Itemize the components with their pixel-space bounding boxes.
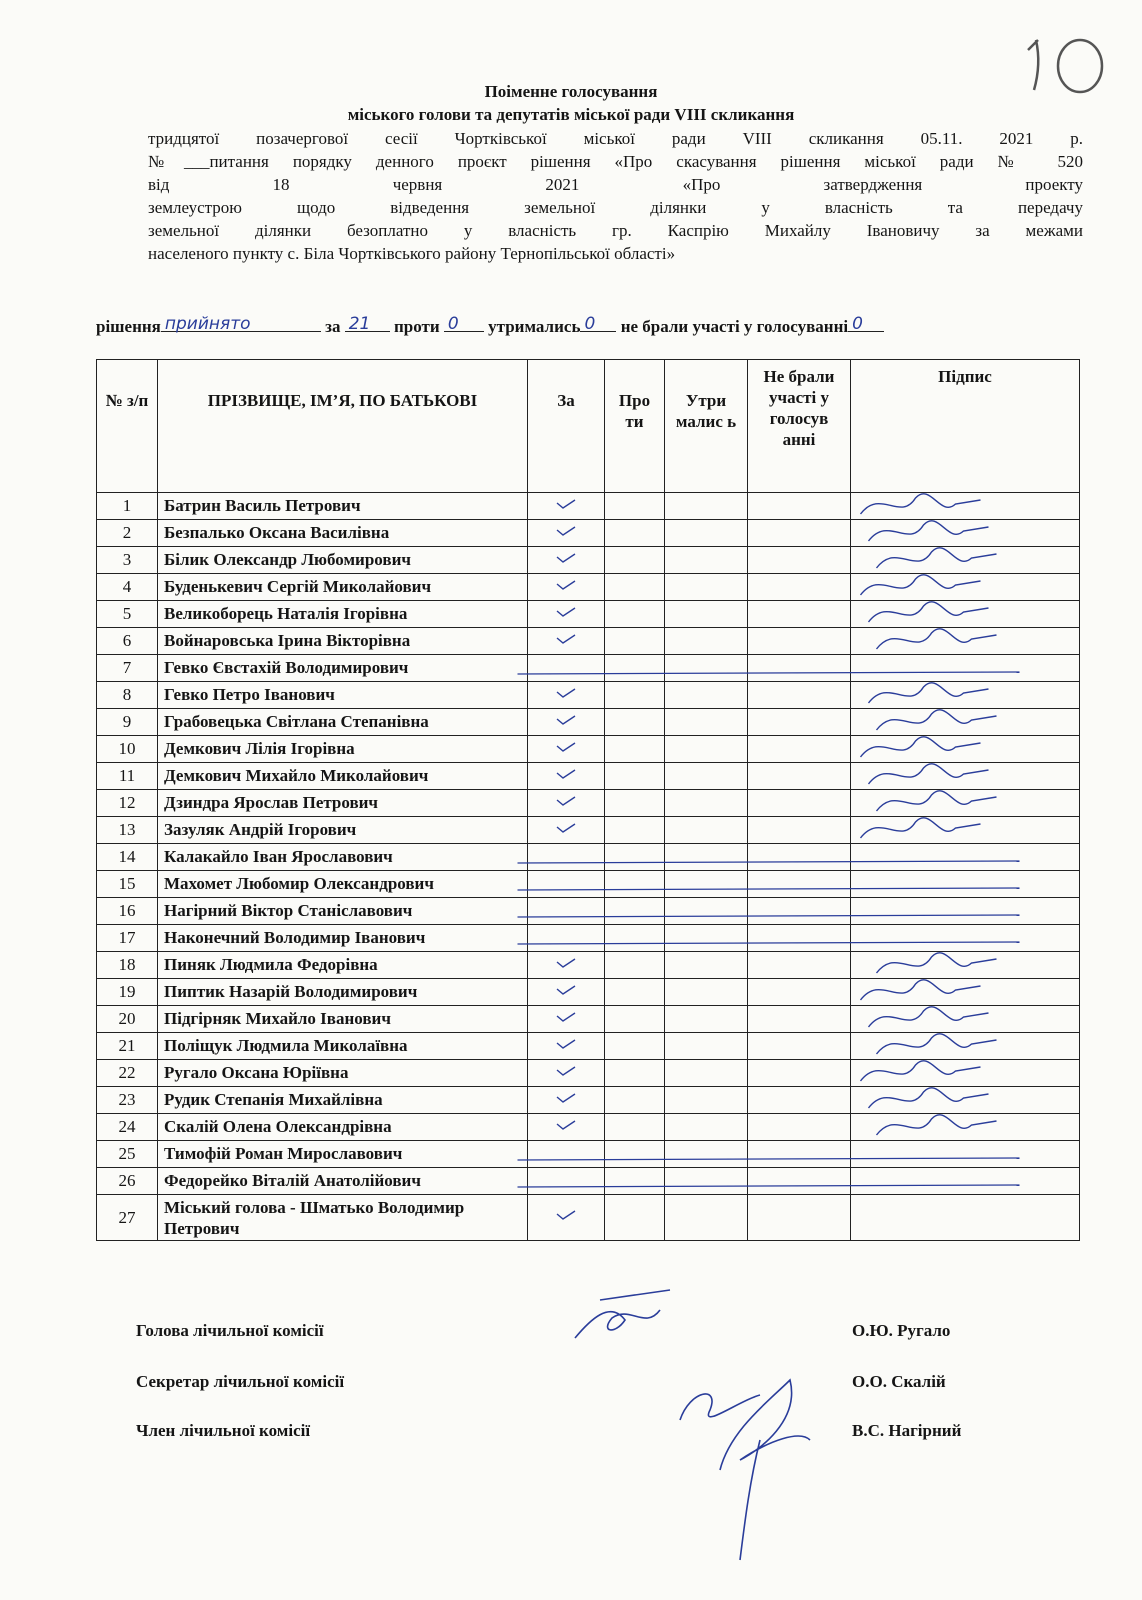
row-number: 22 (97, 1060, 158, 1087)
vote-against-cell (605, 547, 665, 574)
checkmark-icon (555, 1208, 577, 1222)
table-row (97, 1033, 1080, 1060)
table-row (97, 763, 1080, 790)
signature-cell (851, 844, 1080, 871)
signature-cell (851, 628, 1080, 655)
vote-against-cell (605, 1141, 665, 1168)
intro-line: землеустрою щодо відведення земельної ділянки у власність та передачу (148, 198, 1083, 217)
intro-line: тридцятої позачергової сесії Чортківської міської ради VIII скликання 05.11. 2021 р. (148, 129, 1083, 148)
deputy-name: Міський голова - Шматько Володимир Петрович (158, 1195, 528, 1241)
footer-role: Член лічильної комісії (136, 1421, 311, 1440)
vote-for-cell (528, 1114, 605, 1141)
vote-against-cell (605, 1006, 665, 1033)
header-name: ПРІЗВИЩЕ, ІМ’Я, ПО БАТЬКОВІ (158, 360, 528, 493)
header-signature: Підпис (851, 360, 1080, 493)
vote-abstained-cell (665, 817, 748, 844)
row-number: 25 (97, 1141, 158, 1168)
signature-cell (851, 655, 1080, 682)
not-voted-value: 0 (852, 314, 863, 334)
table-row (97, 1114, 1080, 1141)
vote-for-cell (528, 601, 605, 628)
not-voted-blank (848, 313, 884, 332)
checkmark-icon (555, 1118, 577, 1132)
header-abstained: Утри малис ь (665, 360, 748, 493)
row-number: 15 (97, 871, 158, 898)
table-row (97, 898, 1080, 925)
table-row (97, 1168, 1080, 1195)
signature-cell (851, 601, 1080, 628)
roll-call-table (96, 359, 1080, 1241)
row-number: 11 (97, 763, 158, 790)
vote-not-voted-cell (748, 520, 851, 547)
vote-against-cell (605, 1087, 665, 1114)
vote-for-cell (528, 709, 605, 736)
vote-for-cell (528, 844, 605, 871)
deputy-name: Грабовецька Світлана Степанівна (158, 709, 528, 736)
row-number: 12 (97, 790, 158, 817)
row-number: 26 (97, 1168, 158, 1195)
vote-abstained-cell (665, 1060, 748, 1087)
vote-against-cell (605, 601, 665, 628)
vote-for-cell (528, 628, 605, 655)
table-row (97, 736, 1080, 763)
vote-abstained-cell (665, 493, 748, 520)
signature-cell (851, 1087, 1080, 1114)
vote-for-cell (528, 493, 605, 520)
vote-against-cell (605, 574, 665, 601)
vote-for-cell (528, 547, 605, 574)
table-row (97, 493, 1080, 520)
vote-for-cell (528, 1060, 605, 1087)
vote-for-cell (528, 1141, 605, 1168)
vote-not-voted-cell (748, 601, 851, 628)
footer-row-secretary (136, 1372, 946, 1392)
signature-cell (851, 1114, 1080, 1141)
checkmark-icon (555, 713, 577, 727)
vote-against-cell (605, 871, 665, 898)
table-row (97, 871, 1080, 898)
signature-cell (851, 1141, 1080, 1168)
vote-abstained-cell (665, 1141, 748, 1168)
deputy-name: Пиняк Людмила Федорівна (158, 952, 528, 979)
vote-for-cell (528, 1195, 605, 1241)
checkmark-icon (555, 767, 577, 781)
vote-for-cell (528, 520, 605, 547)
table-row (97, 574, 1080, 601)
vote-for-cell (528, 925, 605, 952)
row-number: 24 (97, 1114, 158, 1141)
checkmark-icon (555, 983, 577, 997)
row-number: 21 (97, 1033, 158, 1060)
vote-abstained-cell (665, 1195, 748, 1241)
vote-against-cell (605, 682, 665, 709)
checkmark-icon (555, 1064, 577, 1078)
vote-not-voted-cell (748, 952, 851, 979)
vote-against-cell (605, 817, 665, 844)
signature-cell (851, 574, 1080, 601)
vote-not-voted-cell (748, 844, 851, 871)
vote-not-voted-cell (748, 1033, 851, 1060)
table-row (97, 601, 1080, 628)
header-for: За (528, 360, 605, 493)
row-number: 8 (97, 682, 158, 709)
vote-against-cell (605, 763, 665, 790)
vote-not-voted-cell (748, 574, 851, 601)
footer-signer-name: О.Ю. Ругало (852, 1321, 951, 1340)
signature-cell (851, 952, 1080, 979)
signature-cell (851, 1168, 1080, 1195)
vote-for-cell (528, 655, 605, 682)
vote-not-voted-cell (748, 1006, 851, 1033)
checkmark-icon (555, 821, 577, 835)
vote-against-cell (605, 1195, 665, 1241)
checkmark-icon (555, 605, 577, 619)
vote-abstained-cell (665, 1006, 748, 1033)
deputy-name: Білик Олександр Любомирович (158, 547, 528, 574)
vote-for-cell (528, 952, 605, 979)
vote-not-voted-cell (748, 817, 851, 844)
vote-not-voted-cell (748, 1060, 851, 1087)
signature-cell (851, 736, 1080, 763)
table-row (97, 628, 1080, 655)
deputy-name: Демкович Михайло Миколайович (158, 763, 528, 790)
row-number: 23 (97, 1087, 158, 1114)
vote-for-cell (528, 763, 605, 790)
vote-not-voted-cell (748, 1087, 851, 1114)
vote-abstained-cell (665, 925, 748, 952)
not-voted-label: не брали участі у голосуванні (620, 317, 849, 336)
table-row (97, 1087, 1080, 1114)
row-number: 16 (97, 898, 158, 925)
header-not-voted: Не брали участі у голосув анні (748, 360, 851, 493)
vote-not-voted-cell (748, 493, 851, 520)
vote-not-voted-cell (748, 655, 851, 682)
signature-cell (851, 520, 1080, 547)
vote-not-voted-cell (748, 1141, 851, 1168)
deputy-name: Демкович Лілія Ігорівна (158, 736, 528, 763)
row-number: 13 (97, 817, 158, 844)
document-subtitle: міського голови та депутатів міської ради VIII скликання (347, 105, 795, 124)
signature-cell (851, 790, 1080, 817)
vote-abstained-cell (665, 1087, 748, 1114)
vote-against-cell (605, 709, 665, 736)
vote-abstained-cell (665, 790, 748, 817)
vote-not-voted-cell (748, 682, 851, 709)
vote-abstained-cell (665, 655, 748, 682)
signature-cell (851, 763, 1080, 790)
deputy-name: Підгірняк Михайло Іванович (158, 1006, 528, 1033)
footer-row-chair (136, 1321, 951, 1341)
deputy-name: Безпалько Оксана Василівна (158, 520, 528, 547)
table-row (97, 979, 1080, 1006)
vote-against-cell (605, 979, 665, 1006)
signature-cell (851, 1033, 1080, 1060)
table-row (97, 1141, 1080, 1168)
checkmark-icon (555, 1037, 577, 1051)
row-number: 2 (97, 520, 158, 547)
deputy-name: Батрин Василь Петрович (158, 493, 528, 520)
deputy-name: Наконечний Володимир Іванович (158, 925, 528, 952)
intro-line: земельної ділянки безоплатно у власність гр. Каспрію Михайлу Івановичу за межами (148, 221, 1083, 240)
signature-cell (851, 493, 1080, 520)
vote-for-cell (528, 979, 605, 1006)
deputy-name: Тимофій Роман Мирославович (158, 1141, 528, 1168)
checkmark-icon (555, 686, 577, 700)
table-row (97, 817, 1080, 844)
row-number: 9 (97, 709, 158, 736)
against-value: 0 (447, 314, 459, 334)
vote-not-voted-cell (748, 628, 851, 655)
row-number: 6 (97, 628, 158, 655)
row-number: 4 (97, 574, 158, 601)
signature-cell (851, 1060, 1080, 1087)
abstained-label: утримались (488, 317, 581, 336)
deputy-name: Зазуляк Андрій Ігорович (158, 817, 528, 844)
deputy-name: Пиптик Назарій Володимирович (158, 979, 528, 1006)
vote-for-cell (528, 790, 605, 817)
vote-abstained-cell (665, 682, 748, 709)
footer-role: Голова лічильної комісії (136, 1321, 324, 1340)
vote-abstained-cell (665, 1114, 748, 1141)
vote-not-voted-cell (748, 979, 851, 1006)
table-row (97, 1195, 1080, 1241)
row-number: 10 (97, 736, 158, 763)
vote-abstained-cell (665, 844, 748, 871)
abstained-blank (580, 313, 616, 332)
abstained-value: 0 (584, 314, 596, 334)
intro-line: населеного пункту с. Біла Чортківського району Тернопільської області» (148, 244, 676, 263)
row-number: 5 (97, 601, 158, 628)
vote-not-voted-cell (748, 925, 851, 952)
vote-not-voted-cell (748, 871, 851, 898)
intro-line: №___питання порядку денного проєкт рішення «Про скасування рішення міської ради № 520 (148, 152, 1083, 171)
deputy-name: Великоборець Наталія Ігорівна (158, 601, 528, 628)
vote-for-cell (528, 1087, 605, 1114)
vote-abstained-cell (665, 763, 748, 790)
header-against: Про ти (605, 360, 665, 493)
footer-signer-name: В.С. Нагірний (852, 1421, 962, 1440)
row-number: 18 (97, 952, 158, 979)
checkmark-icon (555, 524, 577, 538)
signature-cell (851, 1195, 1080, 1241)
row-number: 3 (97, 547, 158, 574)
agenda-description (148, 127, 1083, 265)
vote-against-cell (605, 736, 665, 763)
voting-result-line (96, 313, 1076, 337)
vote-not-voted-cell (748, 547, 851, 574)
table-row (97, 844, 1080, 871)
vote-against-cell (605, 493, 665, 520)
table-row (97, 952, 1080, 979)
vote-not-voted-cell (748, 1195, 851, 1241)
vote-abstained-cell (665, 979, 748, 1006)
footer-signer-name: О.О. Скалій (852, 1372, 946, 1391)
signature-cell (851, 979, 1080, 1006)
vote-for-cell (528, 871, 605, 898)
table-row (97, 1006, 1080, 1033)
document-title: Поіменне голосування (484, 82, 658, 101)
footer-row-member (136, 1421, 962, 1441)
vote-not-voted-cell (748, 898, 851, 925)
vote-abstained-cell (665, 1168, 748, 1195)
deputy-name: Гевко Євстахій Володимирович (158, 655, 528, 682)
row-number: 17 (97, 925, 158, 952)
deputy-name: Федорейко Віталій Анатолійович (158, 1168, 528, 1195)
footer-role: Секретар лічильної комісії (136, 1372, 345, 1391)
checkmark-icon (555, 497, 577, 511)
vote-abstained-cell (665, 520, 748, 547)
vote-not-voted-cell (748, 1114, 851, 1141)
deputy-name: Войнаровська Ірина Вікторівна (158, 628, 528, 655)
deputy-name: Калакайло Іван Ярославович (158, 844, 528, 871)
vote-for-cell (528, 1033, 605, 1060)
intro-line: від 18 червня 2021 «Про затвердження проекту (148, 175, 1083, 194)
deputy-name: Дзиндра Ярослав Петрович (158, 790, 528, 817)
for-blank (345, 313, 390, 332)
header-number: № з/п (97, 360, 158, 493)
against-label: проти (393, 317, 440, 336)
table-row (97, 790, 1080, 817)
table-row (97, 925, 1080, 952)
for-label: за (325, 317, 341, 336)
vote-for-cell (528, 1006, 605, 1033)
decision-value: прийнято (164, 314, 251, 334)
table-row (97, 709, 1080, 736)
vote-against-cell (605, 520, 665, 547)
signature-cell (851, 817, 1080, 844)
vote-against-cell (605, 1114, 665, 1141)
deputy-name: Нагірний Віктор Станіславович (158, 898, 528, 925)
signature-cell (851, 547, 1080, 574)
checkmark-icon (555, 578, 577, 592)
vote-against-cell (605, 925, 665, 952)
vote-against-cell (605, 628, 665, 655)
vote-against-cell (605, 1060, 665, 1087)
vote-abstained-cell (665, 601, 748, 628)
deputy-name: Скалій Олена Олександрівна (158, 1114, 528, 1141)
vote-for-cell (528, 898, 605, 925)
vote-not-voted-cell (748, 1168, 851, 1195)
checkmark-icon (555, 1091, 577, 1105)
vote-abstained-cell (665, 628, 748, 655)
signature-cell (851, 871, 1080, 898)
signature-cell (851, 925, 1080, 952)
checkmark-icon (555, 632, 577, 646)
vote-abstained-cell (665, 709, 748, 736)
deputy-name: Буденькевич Сергій Миколайович (158, 574, 528, 601)
vote-not-voted-cell (748, 709, 851, 736)
row-number: 7 (97, 655, 158, 682)
table-row (97, 520, 1080, 547)
deputy-name: Поліщук Людмила Миколаївна (158, 1033, 528, 1060)
deputy-name: Гевко Петро Іванович (158, 682, 528, 709)
deputy-name: Рудик Степанія Михайлівна (158, 1087, 528, 1114)
vote-against-cell (605, 1033, 665, 1060)
deputy-name: Ругало Оксана Юріївна (158, 1060, 528, 1087)
vote-against-cell (605, 1168, 665, 1195)
vote-for-cell (528, 1168, 605, 1195)
vote-against-cell (605, 844, 665, 871)
checkmark-icon (555, 956, 577, 970)
vote-against-cell (605, 898, 665, 925)
signature-cell (851, 682, 1080, 709)
table-row (97, 655, 1080, 682)
deputy-name: Махомет Любомир Олександрович (158, 871, 528, 898)
vote-abstained-cell (665, 574, 748, 601)
vote-for-cell (528, 574, 605, 601)
decision-blank (161, 313, 321, 332)
vote-not-voted-cell (748, 763, 851, 790)
row-number: 19 (97, 979, 158, 1006)
vote-against-cell (605, 655, 665, 682)
row-number: 20 (97, 1006, 158, 1033)
decision-label: рішення (96, 317, 161, 336)
row-number: 14 (97, 844, 158, 871)
vote-abstained-cell (665, 1033, 748, 1060)
checkmark-icon (555, 794, 577, 808)
vote-abstained-cell (665, 952, 748, 979)
checkmark-icon (555, 1010, 577, 1024)
row-number: 1 (97, 493, 158, 520)
vote-abstained-cell (665, 547, 748, 574)
signature-cell (851, 709, 1080, 736)
vote-against-cell (605, 790, 665, 817)
vote-abstained-cell (665, 898, 748, 925)
table-row (97, 1060, 1080, 1087)
vote-not-voted-cell (748, 736, 851, 763)
against-blank (444, 313, 484, 332)
row-number: 27 (97, 1195, 158, 1241)
vote-abstained-cell (665, 871, 748, 898)
vote-for-cell (528, 817, 605, 844)
for-value: 21 (348, 314, 371, 334)
vote-not-voted-cell (748, 790, 851, 817)
checkmark-icon (555, 740, 577, 754)
table-row (97, 547, 1080, 574)
vote-against-cell (605, 952, 665, 979)
checkmark-icon (555, 551, 577, 565)
vote-abstained-cell (665, 736, 748, 763)
vote-for-cell (528, 736, 605, 763)
table-row (97, 682, 1080, 709)
signature-cell (851, 1006, 1080, 1033)
signature-cell (851, 898, 1080, 925)
vote-for-cell (528, 682, 605, 709)
